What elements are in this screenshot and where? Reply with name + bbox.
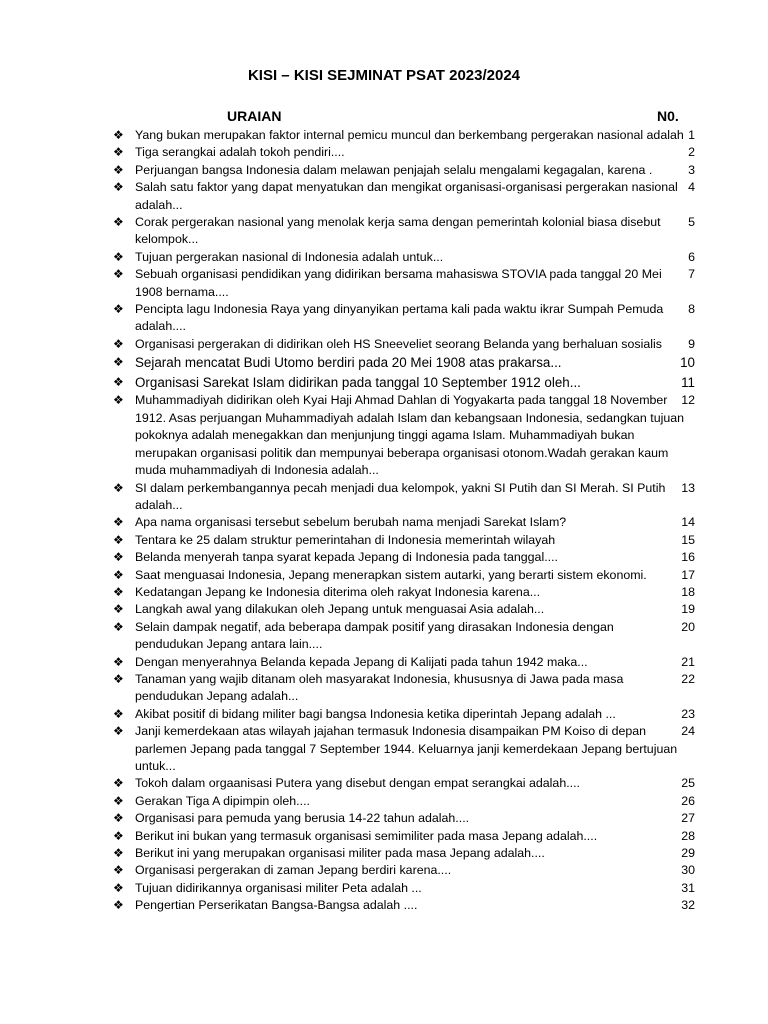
diamond-bullet-icon: ❖ bbox=[113, 480, 124, 495]
list-item bbox=[0, 373, 695, 393]
item-text: Tujuan pergerakan nasional di Indonesia adalah untuk... bbox=[135, 249, 444, 264]
diamond-bullet-icon: ❖ bbox=[113, 846, 124, 861]
item-text: Tiga serangkai adalah tokoh pendiri.... bbox=[135, 145, 345, 160]
item-number: 18 bbox=[681, 584, 695, 599]
list-item bbox=[0, 619, 695, 654]
diamond-bullet-icon: ❖ bbox=[113, 706, 124, 721]
item-number: 29 bbox=[681, 846, 695, 861]
item-number: 24 bbox=[681, 724, 695, 739]
item-text: Corak pergerakan nasional yang menolak kerja sama dengan pemerintah kolonial biasa disebut kelompok... bbox=[135, 215, 661, 247]
item-number: 9 bbox=[688, 336, 695, 351]
list-item bbox=[0, 336, 695, 353]
list-item bbox=[0, 249, 695, 266]
item-text: Organisasi pergerakan di didirikan oleh HS Sneeveliet seorang Belanda yang berhaluan sosialis bbox=[135, 336, 662, 351]
item-number: 22 bbox=[681, 671, 695, 686]
column-header-no: N0. bbox=[657, 108, 679, 124]
diamond-bullet-icon: ❖ bbox=[113, 128, 124, 142]
list-item bbox=[0, 775, 695, 792]
item-text: Tanaman yang wajib ditanam oleh masyarakat Indonesia, khususnya di Jawa pada masa pendudukan Jepang adalah... bbox=[135, 671, 624, 704]
item-text: Gerakan Tiga A dipimpin oleh.... bbox=[135, 793, 310, 808]
item-number: 14 bbox=[681, 515, 695, 530]
item-number: 8 bbox=[688, 302, 695, 317]
item-text: Yang bukan merupakan faktor internal pemicu muncul dan berkembang pergerakan nasional adalah bbox=[135, 128, 684, 142]
item-text: Berikut ini bukan yang termasuk organisasi semimiliter pada masa Jepang adalah.... bbox=[135, 828, 598, 843]
item-number: 19 bbox=[681, 602, 695, 617]
diamond-bullet-icon: ❖ bbox=[113, 355, 124, 370]
list-item bbox=[0, 214, 695, 249]
list-item bbox=[0, 845, 695, 862]
diamond-bullet-icon: ❖ bbox=[113, 267, 124, 282]
item-number: 32 bbox=[681, 898, 695, 913]
diamond-bullet-icon: ❖ bbox=[113, 550, 124, 565]
item-number: 25 bbox=[681, 776, 695, 791]
item-number: 15 bbox=[681, 532, 695, 547]
diamond-bullet-icon: ❖ bbox=[113, 602, 124, 617]
item-number: 3 bbox=[688, 162, 695, 177]
list-item bbox=[0, 480, 695, 515]
item-text: Tentara ke 25 dalam struktur pemerintahan di Indonesia memerintah wilayah bbox=[135, 532, 556, 547]
list-item bbox=[0, 162, 695, 179]
item-text: Perjuangan bangsa Indonesia dalam melawan penjajah selalu mengalami kegagalan, karena . bbox=[135, 162, 653, 177]
diamond-bullet-icon: ❖ bbox=[113, 532, 124, 547]
item-number: 30 bbox=[681, 863, 695, 878]
diamond-bullet-icon: ❖ bbox=[113, 898, 124, 913]
item-text: Tujuan didirikannya organisasi militer Peta adalah ... bbox=[135, 880, 422, 895]
list-item bbox=[0, 549, 695, 566]
list-item bbox=[0, 706, 695, 723]
diamond-bullet-icon: ❖ bbox=[113, 215, 124, 230]
list-item bbox=[0, 654, 695, 671]
list-item bbox=[0, 514, 695, 531]
item-text: SI dalam perkembangannya pecah menjadi dua kelompok, yakni SI Putih dan SI Merah. SI Putih adalah... bbox=[135, 480, 666, 512]
diamond-bullet-icon: ❖ bbox=[113, 880, 124, 895]
list-item bbox=[0, 601, 695, 618]
item-number: 28 bbox=[681, 828, 695, 843]
list-item bbox=[0, 567, 695, 584]
diamond-bullet-icon: ❖ bbox=[113, 654, 124, 669]
item-number: 11 bbox=[681, 374, 695, 390]
list-item bbox=[0, 301, 695, 336]
list-item bbox=[0, 897, 695, 914]
item-text: Pengertian Perserikatan Bangsa-Bangsa adalah .... bbox=[135, 898, 418, 913]
item-text: Muhammadiyah didirikan oleh Kyai Haji Ahmad Dahlan di Yogyakarta pada tanggal 18 November 1912. Asas perjuangan Muhammadiyah adalah Islam dan kebangsaan Indonesia, sedangkan tujuan pokoknya adalah menegakkan dan menjunjung tinggi agama Islam. Muhammadiyah bukan merupakan organisasi politik dan mempunyai beberapa organisasi otonom.Wadah gerakan kaum muda muhammadiyah di Indonesia adalah... bbox=[135, 393, 685, 478]
item-text: Salah satu faktor yang dapat menyatukan dan mengikat organisasi-organisasi pergerakan nasional adalah... bbox=[135, 180, 678, 212]
item-text: Organisasi para pemuda yang berusia 14-22 tahun adalah.... bbox=[135, 811, 470, 826]
diamond-bullet-icon: ❖ bbox=[113, 724, 124, 739]
item-number: 23 bbox=[681, 706, 695, 721]
diamond-bullet-icon: ❖ bbox=[113, 671, 124, 686]
diamond-bullet-icon: ❖ bbox=[113, 336, 124, 351]
item-number: 26 bbox=[681, 793, 695, 808]
list-item bbox=[0, 179, 695, 214]
list-item bbox=[0, 144, 695, 161]
item-text: Apa nama organisasi tersebut sebelum berubah nama menjadi Sarekat Islam? bbox=[135, 515, 567, 530]
page-title: KISI – KISI SEJMINAT PSAT 2023/2024 bbox=[247, 67, 521, 84]
item-number: 7 bbox=[688, 267, 695, 282]
list-item bbox=[0, 353, 695, 373]
list-item bbox=[0, 793, 695, 810]
list-item bbox=[0, 828, 695, 845]
list-item bbox=[0, 723, 695, 775]
item-text: Belanda menyerah tanpa syarat kepada Jepang di Indonesia pada tanggal.... bbox=[135, 550, 558, 565]
item-number: 1 bbox=[688, 128, 695, 142]
diamond-bullet-icon: ❖ bbox=[113, 828, 124, 843]
item-number: 21 bbox=[681, 654, 695, 669]
diamond-bullet-icon: ❖ bbox=[113, 302, 124, 317]
item-number: 27 bbox=[681, 811, 695, 826]
item-number: 20 bbox=[681, 619, 695, 634]
item-number: 6 bbox=[688, 249, 695, 264]
item-number: 5 bbox=[688, 215, 695, 230]
diamond-bullet-icon: ❖ bbox=[113, 162, 124, 177]
item-text: Akibat positif di bidang militer bagi bangsa Indonesia ketika diperintah Jepang adalah ... bbox=[135, 706, 616, 721]
diamond-bullet-icon: ❖ bbox=[113, 584, 124, 599]
diamond-bullet-icon: ❖ bbox=[113, 863, 124, 878]
item-text: Selain dampak negatif, ada beberapa dampak positif yang dirasakan Indonesia dengan pendudukan Jepang antara lain.... bbox=[135, 619, 614, 652]
diamond-bullet-icon: ❖ bbox=[113, 619, 124, 634]
diamond-bullet-icon: ❖ bbox=[113, 374, 124, 389]
list-item bbox=[0, 266, 695, 301]
item-text: Saat menguasai Indonesia, Jepang menerapkan sistem autarki, yang berarti sistem ekonomi. bbox=[135, 567, 647, 582]
diamond-bullet-icon: ❖ bbox=[113, 811, 124, 826]
item-text: Langkah awal yang dilakukan oleh Jepang untuk menguasai Asia adalah... bbox=[135, 602, 545, 617]
diamond-bullet-icon: ❖ bbox=[113, 145, 124, 160]
list-item bbox=[0, 810, 695, 827]
item-text: Sejarah mencatat Budi Utomo berdiri pada 20 Mei 1908 atas prakarsa... bbox=[135, 355, 562, 371]
diamond-bullet-icon: ❖ bbox=[113, 567, 124, 582]
item-text: Janji kemerdekaan atas wilayah jajahan termasuk Indonesia disampaikan PM Koiso di depan parlemen Jepang pada tanggal 7 September 1944. Keluarnya janji kemerdekaan Jepang bertujuan untuk... bbox=[135, 724, 678, 773]
item-number: 4 bbox=[688, 180, 695, 195]
list-item bbox=[0, 127, 695, 144]
diamond-bullet-icon: ❖ bbox=[113, 793, 124, 808]
item-text: Berikut ini yang merupakan organisasi militer pada masa Jepang adalah.... bbox=[135, 846, 545, 861]
diamond-bullet-icon: ❖ bbox=[113, 515, 124, 530]
item-text: Dengan menyerahnya Belanda kepada Jepang di Kalijati pada tahun 1942 maka... bbox=[135, 654, 588, 669]
item-text: Organisasi Sarekat Islam didirikan pada tanggal 10 September 1912 oleh... bbox=[135, 374, 581, 390]
item-text: Sebuah organisasi pendidikan yang didirikan bersama mahasiswa STOVIA pada tanggal 20 Mei 1908 bernama.... bbox=[135, 267, 662, 299]
list-item bbox=[0, 392, 695, 479]
list-item bbox=[0, 532, 695, 549]
item-number: 17 bbox=[681, 567, 695, 582]
diamond-bullet-icon: ❖ bbox=[113, 249, 124, 264]
item-number: 16 bbox=[681, 550, 695, 565]
item-number: 12 bbox=[681, 393, 695, 408]
diamond-bullet-icon: ❖ bbox=[113, 180, 124, 195]
item-text: Organisasi pergerakan di zaman Jepang berdiri karena.... bbox=[135, 863, 452, 878]
column-header-uraian: URAIAN bbox=[227, 108, 282, 124]
list-item bbox=[0, 671, 695, 706]
item-text: Pencipta lagu Indonesia Raya yang dinyanyikan pertama kali pada waktu ikrar Sumpah Pemuda adalah.... bbox=[135, 302, 664, 334]
item-text: Kedatangan Jepang ke Indonesia diterima oleh rakyat Indonesia karena... bbox=[135, 584, 541, 599]
diamond-bullet-icon: ❖ bbox=[113, 776, 124, 791]
item-number: 10 bbox=[680, 355, 695, 371]
list-item bbox=[0, 584, 695, 601]
diamond-bullet-icon: ❖ bbox=[113, 393, 124, 408]
question-list bbox=[0, 127, 768, 915]
item-number: 13 bbox=[681, 480, 695, 495]
item-text: Tokoh dalam orgaanisasi Putera yang disebut dengan empat serangkai adalah.... bbox=[135, 776, 580, 791]
list-item bbox=[0, 862, 695, 879]
list-item bbox=[0, 880, 695, 897]
item-number: 2 bbox=[688, 145, 695, 160]
item-number: 31 bbox=[681, 880, 695, 895]
